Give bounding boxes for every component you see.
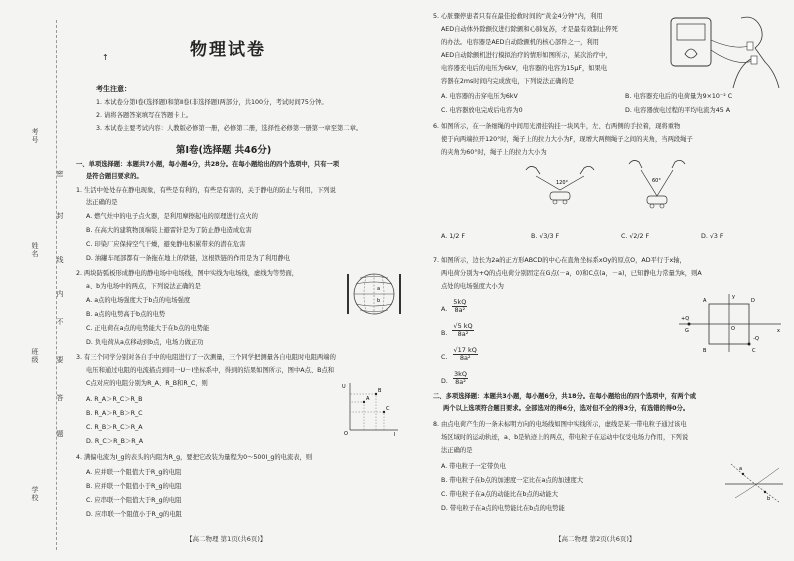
- q2-option-d: D. 负电荷从a点移动到b点，电场力做正功: [86, 339, 204, 346]
- q6-figure-120: [520, 160, 600, 214]
- q8-option-c: C. 带电粒子在a点的动能比在b点的动能大: [441, 491, 559, 498]
- q7-option-den: 8a²: [455, 378, 466, 386]
- q8-stem: 法正确的是: [441, 447, 473, 454]
- q6-option-b: B. √3/3 F: [531, 233, 560, 240]
- q1-option-b: B. 在高大的建筑物顶端装上避雷针是为了防止静电造成危害: [86, 227, 252, 234]
- binding-line: [56, 20, 57, 550]
- seal-char: 要: [56, 356, 64, 364]
- q3-axis-i: I: [394, 432, 396, 436]
- section1-intro: 是符合题目要求的。: [86, 173, 143, 180]
- q1-option-c: C. 印染厂应保持空气干燥，避免静电积累带来的潜在危害: [86, 241, 246, 248]
- q8-point-b: b: [767, 496, 771, 502]
- q1-option-a: A. 燃气灶中的电子点火器，是利用摩擦起电的原理进行点火的: [86, 213, 258, 220]
- q4-option-b: B. 应并联一个阻值小于R_g的电阻: [86, 483, 182, 490]
- q4-stem: 4. 满偏电流为I_g的表头的内阻为R_g，要把它改装为量程为0～500I_g的电流表，则: [76, 454, 313, 461]
- q2-point-b: b: [377, 298, 381, 304]
- q1-stem: 法正确的是: [86, 199, 118, 206]
- q3-stem: 3. 有三个同学分别对各自手中的电阻进行了一次测量，三个同学把测量各自电阻时电阻两端的: [76, 354, 336, 361]
- q7-label-c: C: [752, 348, 756, 354]
- q7-option-letter: A.: [441, 306, 448, 313]
- q7-option-b: [441, 320, 474, 339]
- margin-label-name: 姓名: [31, 242, 39, 258]
- corner-mark: ↑: [102, 53, 109, 62]
- q7-label-b: B: [703, 348, 707, 354]
- q7-option-num: √5 kQ: [453, 321, 473, 330]
- q4-option-a: A. 应并联一个阻值大于R_g的电阻: [86, 469, 182, 476]
- q5-stem: 的办法。电容器是AED自动除颤机的核心部件之一，利用: [441, 39, 599, 46]
- q7-stem: 点处的电场强度大小为: [441, 283, 504, 290]
- q8-field-line-figure: [721, 458, 787, 510]
- q3-ui-graph: [340, 380, 400, 436]
- q5-option-c: C. 电容器放电完成后电容为0: [441, 107, 523, 114]
- q7-option-den: 8a²: [454, 306, 466, 314]
- margin-label-exam-no: 考号: [31, 128, 39, 144]
- seal-char: 内: [56, 290, 64, 298]
- q7-label-plusq: +Q: [681, 316, 690, 322]
- q7-option-num: √17 kQ: [453, 345, 477, 354]
- q5-stem: 电容器充电后的电压为6kV，电容器的电容为15μF，如果电: [441, 65, 608, 72]
- q3-option-a: A. R_A＞R_C＞R_B: [86, 396, 143, 403]
- q7-label-g: G: [685, 328, 689, 334]
- q7-label-d: D: [751, 298, 755, 304]
- q3-stem: 电压和通过电阻的电流描点到同一U－I坐标系中，得到的结果如图所示，图中A点、B点和: [86, 367, 335, 374]
- q7-label-x: x: [777, 328, 780, 334]
- q8-option-b: B. 带电粒子在b点的加速度一定比在a点的加速度大: [441, 477, 584, 484]
- q7-option-letter: C.: [441, 354, 448, 361]
- section2-intro: 两个以上选项符合题目要求。全部选对的得6分，选对但不全的得3分，有选错的得0分。: [443, 405, 690, 412]
- q5-option-a: A. 电容器的击穿电压为6kV: [441, 93, 518, 100]
- q8-option-a: A. 带电粒子一定带负电: [441, 463, 506, 470]
- q3-option-b: B. R_A＞R_B＞R_C: [86, 410, 143, 417]
- q7-option-d: [441, 368, 468, 387]
- q2-field-figure: [346, 270, 402, 318]
- q1-option-d: D. 油罐车尾部都有一条拖在地上的铁链，这根铁链的作用是为了利用静电: [86, 255, 291, 262]
- q6-option-d: D. √3 F: [701, 233, 724, 240]
- q6-option-c: C. √2/2 F: [621, 233, 650, 240]
- q2-stem: a、b为电场中的两点，下列说法正确的是: [86, 283, 201, 290]
- notice-line: 1. 本试卷分第Ⅰ卷(选择题)和第Ⅱ卷(非选择题)两部分，共100分，考试时间75分钟。: [96, 99, 328, 106]
- q7-option-den: 8a²: [459, 354, 471, 362]
- page-footer: 【高二物理 第2页(共6页)】: [555, 535, 636, 543]
- q5-stem: 5. 心脏骤停患者只有在最佳抢救时间的“黄金4分钟”内，利用: [433, 13, 603, 20]
- seal-char: 题: [56, 430, 64, 438]
- q2-stem: 2. 两块防弧板形成静电的静电场中电场线，图中实线为电场线，虚线为等势面，: [76, 270, 299, 277]
- q8-option-d: D. 带电粒子在a点的电势能比在b点的电势能: [441, 505, 565, 512]
- q3-axis-u: U: [342, 384, 346, 390]
- notice-line: 3. 本试卷主要考试内容：人教版必修第一册，必修第二册，选择性必修第一册第一章至第二章。: [96, 125, 363, 132]
- seal-char: 线: [56, 256, 64, 264]
- q7-stem: 两电荷分别为+Q的点电荷分别固定在G点(－a，0)和C点(a，－a)，已知静电力常量为k，则A: [441, 270, 702, 277]
- q6-stem: 使于向两端拉开120°时，绳子上的拉力大小为F，现增大两侧绳子之间的夹角，当两段绳子: [441, 136, 693, 143]
- q6-option-a: A. 1/2 F: [441, 233, 465, 240]
- q7-label-o: O: [731, 326, 735, 332]
- exam-title: 物理试卷: [190, 40, 266, 60]
- seal-char: 不: [56, 318, 64, 326]
- seal-char: 答: [56, 394, 64, 402]
- aed-figure: [663, 10, 787, 92]
- q7-option-letter: B.: [441, 330, 448, 337]
- q5-stem: AED自动体外除颤仪进行除颤和心肺复苏，才是最有效制止猝死: [441, 26, 618, 33]
- margin-label-school: 学校: [31, 486, 39, 502]
- q7-label-a: A: [703, 298, 707, 304]
- q7-square-figure: [675, 292, 785, 356]
- q4-option-c: C. 应串联一个阻值大于R_g的电阻: [86, 497, 182, 504]
- seal-char: 密: [56, 170, 64, 178]
- angle-label-60: 60°: [652, 178, 661, 184]
- q5-stem: AED自动除颤机进行模拟治疗的情形如图所示，某次治疗中，: [441, 52, 612, 59]
- q4-option-d: D. 应串联一个阻值小于R_g的电阻: [86, 511, 182, 518]
- q7-option-num: 3kQ: [453, 369, 467, 378]
- q7-label-y: y: [732, 294, 735, 300]
- q7-option-letter: D.: [441, 378, 448, 385]
- q2-option-a: A. a点的电场强度大于b点的电场强度: [86, 297, 191, 304]
- q2-option-c: C. 正电荷在a点的电势能大于在b点的电势能: [86, 325, 210, 332]
- q8-stem: 8. 由点电荷产生的一条未标明方向的电场线如图中实线所示，虚线是某一带电粒子通过该电: [433, 421, 687, 428]
- margin-label-class: 班级: [31, 348, 39, 364]
- q5-option-d: D. 电容器放电过程的平均电流为45 A: [625, 107, 731, 114]
- notice-title: 考生注意：: [96, 85, 131, 93]
- q3-option-d: D. R_C＞R_B＞R_A: [86, 438, 144, 445]
- q5-stem: 容器在2ms时间内完成放电，下列说法正确的是: [441, 78, 575, 85]
- q7-option-den: 8a²: [457, 330, 469, 338]
- q8-stem: 场区域时的运动轨迹，a、b是轨迹上的两点，带电粒子在运动中仅受电场力作用，下列说: [441, 434, 689, 441]
- q3-origin: O: [344, 431, 348, 436]
- q5-option-b: B. 电容器充电后的电荷量为9×10⁻² C: [625, 93, 733, 100]
- section1-intro: 一、单项选择题：本题共7小题，每小题4分，共28分。在每小题给出的四个选项中，只有一项: [76, 161, 340, 168]
- q6-stem: 6. 如图所示，在一条细绳的中间用光滑挂钩挂一块风牛，左、右两侧的手拉着，现将重物: [433, 123, 681, 130]
- page-footer: 【高二物理 第1页(共6页)】: [186, 535, 267, 543]
- q7-label-minusq: -Q: [753, 336, 759, 342]
- q7-option-c: [441, 344, 478, 363]
- q3-point-c: C: [386, 406, 390, 412]
- q3-point-b: B: [378, 388, 382, 394]
- right-page: [405, 0, 794, 561]
- q1-stem: 1. 生活中处处存在静电现象，有些是有利的，有些是有害的，关于静电的防止与利用，下列说: [76, 187, 336, 194]
- notice-line: 2. 请将各题答案填写在答题卡上。: [96, 112, 193, 119]
- q7-option-num: 5kQ: [453, 297, 467, 306]
- q2-option-b: B. a点的电势高于b点的电势: [86, 311, 166, 318]
- angle-label-120: 120°: [556, 180, 569, 186]
- q2-point-a: a: [377, 286, 381, 292]
- q6-stem: 的夹角为60°时，绳子上的拉力大小为: [441, 149, 547, 156]
- q7-stem: 7. 如图所示，边长为2a的正方形ABCD的中心在直角坐标系xOy的原点O，AD平行于x轴，: [433, 257, 686, 264]
- seal-char: 封: [56, 212, 64, 220]
- q3-stem: C点对应的电阻分别为R_A、R_B和R_C，则: [86, 380, 208, 387]
- q3-option-c: C. R_B＞R_C＞R_A: [86, 424, 143, 431]
- section2-intro: 二、多项选择题：本题共3小题，每小题6分，共18分。在每小题给出的四个选项中，有两个或: [433, 393, 697, 400]
- q6-figure-60: [621, 158, 693, 216]
- q7-option-a: [441, 296, 467, 315]
- q3-point-a: A: [366, 396, 370, 402]
- q8-point-a: a: [739, 466, 743, 472]
- part1-heading: 第Ⅰ卷(选择题 共46分): [176, 145, 272, 156]
